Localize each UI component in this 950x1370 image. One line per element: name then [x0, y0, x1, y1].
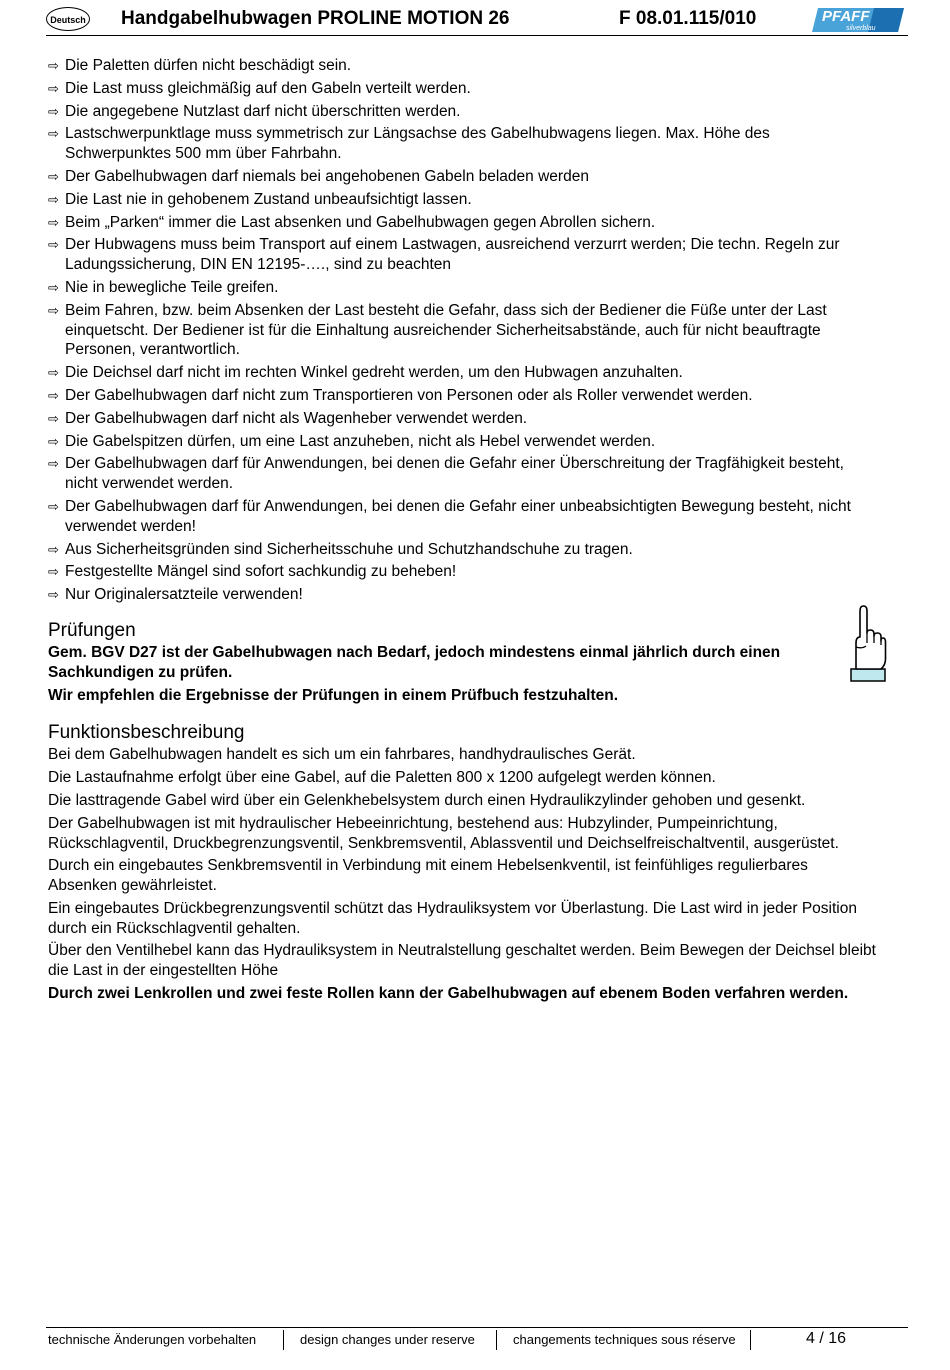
- list-item: ⇨ Der Gabelhubwagen darf nicht als Wagenheber verwendet werden.: [48, 409, 528, 427]
- list-item: ⇨ Der Gabelhubwagen darf nicht zum Transportieren von Personen oder als Roller verwendet werden.: [48, 386, 753, 404]
- arrow-right-icon: ⇨: [48, 103, 59, 119]
- list-item: ⇨ Der Gabelhubwagen darf niemals bei angehobenen Gabeln beladen werden: [48, 167, 589, 185]
- paragraph: Bei dem Gabelhubwagen handelt es sich um ein fahrbares, handhydraulisches Gerät.: [48, 746, 636, 764]
- paragraph: Durch ein eingebautes Senkbremsventil in Verbindung mit einem Hebelsenkventil, ist feinfühliges regulierbares Absenken gewährleistet.: [48, 857, 808, 895]
- arrow-right-icon: ⇨: [48, 541, 59, 557]
- pruefungen-text: Wir empfehlen die Ergebnisse der Prüfungen in einem Prüfbuch festzuhalten.: [48, 686, 619, 704]
- document-number: F 08.01.115/010: [619, 8, 757, 29]
- section-heading: Funktionsbeschreibung: [48, 722, 245, 744]
- svg-text:silverblau: silverblau: [846, 25, 876, 32]
- arrow-right-icon: ⇨: [48, 387, 59, 403]
- list-item: ⇨ Aus Sicherheitsgründen sind Sicherheitsschuhe und Schutzhandschuhe zu tragen.: [48, 540, 633, 558]
- list-item: ⇨ Die Paletten dürfen nicht beschädigt sein.: [48, 57, 352, 74]
- footer-note-en: design changes under reserve: [300, 1332, 475, 1347]
- svg-text:PFAFF: PFAFF: [822, 8, 870, 25]
- list-item: ⇨ Die angegebene Nutzlast darf nicht überschritten werden.: [48, 102, 461, 120]
- arrow-right-icon: ⇨: [48, 58, 59, 73]
- arrow-right-icon: ⇨: [48, 126, 59, 142]
- paragraph: Die lasttragende Gabel wird über ein Gelenkhebelsystem durch einen Hydraulikzylinder gehoben und gesenkt.: [48, 791, 806, 809]
- section-funktionsbeschreibung: [48, 721, 878, 1004]
- list-item: ⇨ Nie in bewegliche Teile greifen.: [48, 278, 279, 296]
- list-item: ⇨ Beim „Parken“ immer die Last absenken und Gabelhubwagen gegen Abrollen sichern.: [48, 213, 656, 231]
- section-heading: Prüfungen: [48, 619, 136, 641]
- arrow-right-icon: ⇨: [48, 587, 59, 603]
- arrow-right-icon: ⇨: [48, 456, 59, 472]
- list-item: ⇨ Der Gabelhubwagen darf für Anwendungen, bei denen die Gefahr einer Überschreitung der Tragfähigkeit besteht, nicht verwendet werden.: [48, 455, 844, 493]
- arrow-right-icon: ⇨: [48, 365, 59, 381]
- pfaff-logo: [812, 6, 904, 32]
- paragraph: Über den Ventilhebel kann das Hydrauliksystem in Neutralstellung geschaltet werden. Beim Bewegen der Deichsel bleibt die Last in der eingestellten Höhe: [48, 942, 876, 980]
- paragraph: Die Lastaufnahme erfolgt über eine Gabel, auf die Paletten 800 x 1200 aufgelegt werden können.: [48, 769, 716, 787]
- list-item: ⇨ Nur Originalersatzteile verwenden!: [48, 586, 303, 604]
- arrow-right-icon: ⇨: [48, 433, 59, 449]
- list-item: ⇨ Der Hubwagens muss beim Transport auf einem Lastwagen, ausreichend verzurrt werden; Die techn. Regeln zur Ladungssicherung, DIN EN 12195-…., sind zu beachten: [48, 236, 840, 274]
- pointing-hand-icon: [848, 603, 888, 683]
- footer-divider: [496, 1330, 497, 1350]
- arrow-right-icon: ⇨: [48, 279, 59, 295]
- paragraph: Der Gabelhubwagen ist mit hydraulischer Hebeeinrichtung, bestehend aus: Hubzylinder, Pumpeinrichtung, Rückschlagventil, Druckbegrenzungsventil, Senkbremsventil, Ablassventil und Deichselfreischaltventil, ausgerüstet.: [48, 814, 839, 852]
- list-item: ⇨ Die Deichsel darf nicht im rechten Winkel gedreht werden, um den Hubwagen anzuhalten.: [48, 364, 683, 382]
- page-footer: [46, 1327, 908, 1352]
- arrow-right-icon: ⇨: [48, 80, 59, 96]
- page-number: 4 / 16: [806, 1330, 847, 1347]
- language-badge: Deutsch: [46, 7, 90, 31]
- arrow-right-icon: ⇨: [48, 564, 59, 580]
- safety-bullet-list: [48, 56, 878, 605]
- pruefungen-text: Gem. BGV D27 ist der Gabelhubwagen nach Bedarf, jedoch mindestens einmal jährlich durch einen Sachkundigen zu prüfen.: [48, 643, 781, 681]
- footer-note-de: technische Änderungen vorbehalten: [48, 1332, 257, 1347]
- paragraph-bold: Durch zwei Lenkrollen und zwei feste Rollen kann der Gabelhubwagen auf ebenem Boden verfahren werden.: [48, 985, 849, 1003]
- arrow-right-icon: ⇨: [48, 302, 59, 318]
- page-header: [46, 5, 908, 36]
- arrow-right-icon: ⇨: [48, 191, 59, 207]
- arrow-right-icon: ⇨: [48, 168, 59, 184]
- arrow-right-icon: ⇨: [48, 410, 59, 426]
- footer-note-fr: changements techniques sous réserve: [513, 1332, 736, 1347]
- page-content: [48, 56, 878, 1007]
- list-item: ⇨ Der Gabelhubwagen darf für Anwendungen, bei denen die Gefahr einer unbeabsichtigten Bewegung besteht, nicht verwendet werden!: [48, 497, 851, 535]
- footer-divider: [750, 1330, 751, 1350]
- list-item: ⇨ Beim Fahren, bzw. beim Absenken der Last besteht die Gefahr, dass sich der Bediener die Füße unter der Last einquetscht. Der Bediener ist für die Einhaltung ausreichender Sicherheitsabstände, auch für nicht beauftragte Personen, verantwortlich.: [48, 301, 827, 359]
- list-item: ⇨ Die Last nie in gehobenem Zustand unbeaufsichtigt lassen.: [48, 190, 472, 208]
- arrow-right-icon: ⇨: [48, 214, 59, 230]
- document-title: Handgabelhubwagen PROLINE MOTION 26: [121, 8, 510, 29]
- list-item: ⇨ Die Gabelspitzen dürfen, um eine Last anzuheben, nicht als Hebel verwendet werden.: [48, 432, 656, 450]
- list-item: ⇨ Festgestellte Mängel sind sofort sachkundig zu beheben!: [48, 563, 457, 581]
- paragraph: Ein eingebautes Drückbegrenzungsventil schützt das Hydrauliksystem vor Überlastung. Die Last wird in jeder Position durch ein Rückschlagventil gehalten.: [48, 899, 857, 937]
- list-item: ⇨ Die Last muss gleichmäßig auf den Gabeln verteilt werden.: [48, 79, 471, 97]
- footer-divider: [283, 1330, 284, 1350]
- list-item: ⇨ Lastschwerpunktlage muss symmetrisch zur Längsachse des Gabelhubwagens liegen. Max. Höhe des Schwerpunktes 500 mm über Fahrbahn.: [48, 125, 770, 163]
- arrow-right-icon: ⇨: [48, 498, 59, 514]
- arrow-right-icon: ⇨: [48, 237, 59, 253]
- section-pruefungen: [48, 619, 878, 705]
